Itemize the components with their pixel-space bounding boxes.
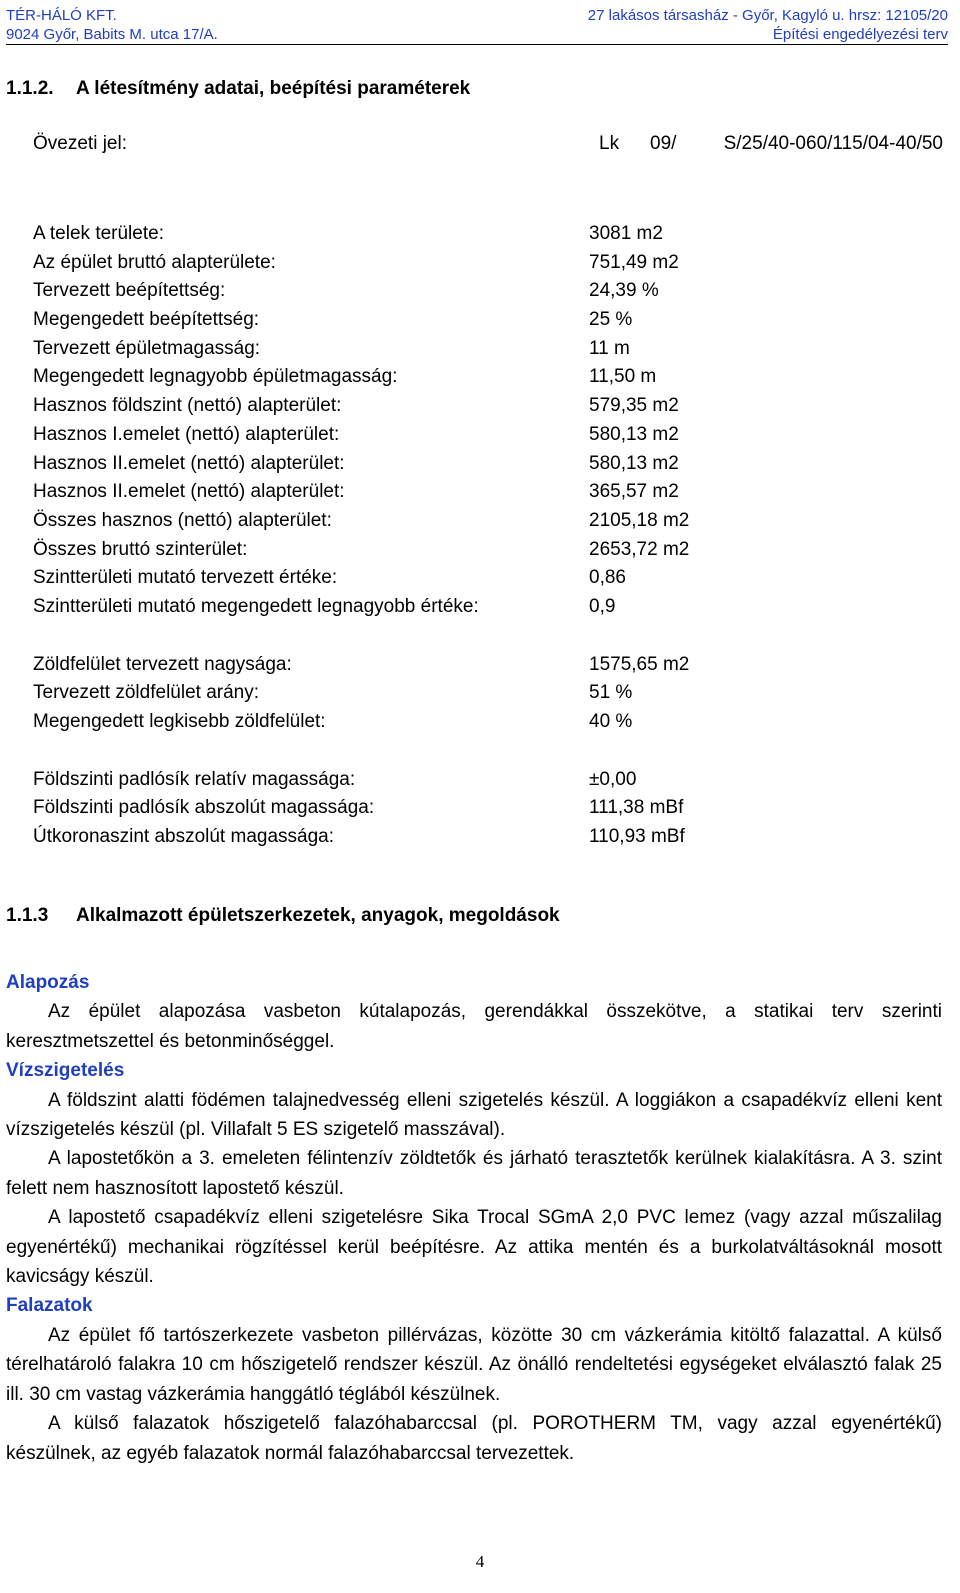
param-value: 0,9 xyxy=(589,595,616,617)
param-label: Megengedett legnagyobb épületmagasság: xyxy=(33,366,398,388)
subheading-alapozas: Alapozás xyxy=(6,972,90,993)
param-row xyxy=(33,223,733,252)
green-row xyxy=(33,682,733,711)
param-label: Összes bruttó szinterület: xyxy=(33,538,248,560)
param-label: Hasznos földszint (nettó) alapterület: xyxy=(33,395,342,417)
param-value: 580,13 m2 xyxy=(589,452,679,474)
height-label: Útkoronaszint abszolút magassága: xyxy=(33,826,334,848)
param-value: 579,35 m2 xyxy=(589,395,679,417)
param-value: 24,39 % xyxy=(589,280,659,302)
param-label: Tervezett épületmagasság: xyxy=(33,337,261,359)
subheading-vizszigeteles: Vízszigetelés xyxy=(6,1060,125,1082)
spacer xyxy=(33,625,733,654)
paragraph: Az épület fő tartószerkezete vasbeton pillérvázas, közötte 30 cm vázkerámia kitöltő falazattal. A külső térelhatároló falakra 10 cm hőszigetelő rendszer készül. Az önálló rendeltetési egységeket elválasztó falak 25 ill. 30 cm vastag vázkerámia hanggátló téglából készülnek. xyxy=(6,1324,942,1405)
height-value: ±0,00 xyxy=(589,768,637,790)
param-value: 751,49 m2 xyxy=(589,251,679,273)
param-label: Hasznos I.emelet (nettó) alapterület: xyxy=(33,423,340,445)
height-label: Földszinti padlósík abszolút magassága: xyxy=(33,797,375,819)
param-row xyxy=(33,309,733,338)
section-number: 1.1.3 xyxy=(6,905,49,926)
param-label: Szintterületi mutató tervezett értéke: xyxy=(33,567,338,589)
param-row xyxy=(33,280,733,309)
param-label: Tervezett beépítettség: xyxy=(33,280,226,302)
param-row xyxy=(33,252,733,281)
company-address: 9024 Győr, Babits M. utca 17/A. xyxy=(6,26,218,43)
section-heading-1-1-3 xyxy=(6,905,560,927)
subheading-falazatok: Falazatok xyxy=(6,1295,93,1317)
green-label: Zöldfelület tervezett nagysága: xyxy=(33,653,292,675)
section-title: Alkalmazott épületszerkezetek, anyagok, megoldások xyxy=(76,905,560,926)
param-label: Szintterületi mutató megengedett legnagyobb értéke: xyxy=(33,595,479,617)
param-row xyxy=(33,424,733,453)
param-label: Az épület bruttó alapterülete: xyxy=(33,251,276,273)
param-label: Hasznos II.emelet (nettó) alapterület: xyxy=(33,452,345,474)
green-value: 1575,65 m2 xyxy=(589,653,690,675)
paragraph: A külső falazatok hőszigetelő falazóhabarccsal (pl. POROTHERM TM, vagy azzal egyenértékű) készülnek, az egyéb falazatok normál falazóhabarccsal tervezettek. xyxy=(6,1413,942,1464)
section-title: A létesítmény adatai, beépítési paraméterek xyxy=(76,78,471,99)
param-row xyxy=(33,510,733,539)
green-value: 51 % xyxy=(589,682,633,704)
header-left xyxy=(6,6,218,44)
param-value: 2105,18 m2 xyxy=(589,509,690,531)
height-value: 110,93 mBf xyxy=(589,826,685,848)
page-number: 4 xyxy=(475,1552,485,1571)
param-row xyxy=(33,596,733,625)
param-label: Megengedett beépítettség: xyxy=(33,309,260,331)
document-type: Építési engedélyezési terv xyxy=(772,26,948,43)
param-label: A telek területe: xyxy=(33,223,164,244)
param-row xyxy=(33,395,733,424)
param-value: 365,57 m2 xyxy=(589,481,679,503)
structures-body xyxy=(6,968,942,1468)
zone-label: Övezeti jel: xyxy=(33,133,127,154)
height-row xyxy=(33,797,733,826)
paragraph: A földszint alatti födémen talajnedvesség elleni szigetelés készül. A loggiákon a csapadékvíz elleni kent vízszigetelés készül (pl. Villafalt 5 ES szigetelő masszával). xyxy=(6,1089,942,1141)
height-label: Földszinti padlósík relatív magassága: xyxy=(33,768,356,790)
param-row xyxy=(33,366,733,395)
param-value: 580,13 m2 xyxy=(589,423,679,445)
section-heading-1-1-2 xyxy=(6,78,470,100)
param-value: 11 m xyxy=(589,337,630,359)
param-label: Összes hasznos (nettó) alapterület: xyxy=(33,509,332,531)
parameters-list xyxy=(33,223,733,855)
param-row xyxy=(33,539,733,568)
height-row xyxy=(33,769,733,798)
paragraph: A lapostetőkön a 3. emeleten félintenzív zöldtetők és járható terasztetők kerülnek kialakításra. A 3. szint felett nem hasznosított lapostető készül. xyxy=(6,1148,942,1199)
height-value: 111,38 mBf xyxy=(589,797,684,819)
param-value: 3081 m2 xyxy=(589,223,663,244)
section-number: 1.1.2. xyxy=(6,78,54,99)
param-row xyxy=(33,481,733,510)
spacer xyxy=(33,740,733,769)
zone-code-row xyxy=(33,133,943,155)
zone-value-code: 09/ xyxy=(650,133,677,154)
param-label: Hasznos II.emelet (nettó) alapterület: xyxy=(33,481,345,503)
page-header xyxy=(6,6,948,45)
param-value: 25 % xyxy=(589,309,633,331)
param-row xyxy=(33,338,733,367)
company-name: TÉR-HÁLÓ KFT. xyxy=(6,7,117,24)
param-value: 11,50 m xyxy=(589,366,657,388)
paragraph: Az épület alapozása vasbeton kútalapozás, gerendákkal összekötve, a statikai terv szerinti keresztmetszettel és betonminőséggel. xyxy=(6,1001,942,1052)
param-value: 0,86 xyxy=(589,567,626,589)
project-title: 27 lakásos társasház - Győr, Kagyló u. hrsz: 12105/20 xyxy=(587,7,948,24)
height-row xyxy=(33,826,733,855)
zone-value-lk: Lk xyxy=(599,133,620,154)
paragraph: A lapostető csapadékvíz elleni szigetelésre Sika Trocal SGmA 2,0 PVC lemez (vagy azzal műszalilag egyenértékű) mechanikai rögzítéssel kerül beépítésre. Az attika mentén és a burkolatváltásoknál mosott kavicságy készül. xyxy=(6,1207,942,1288)
param-value: 2653,72 m2 xyxy=(589,538,690,560)
green-label: Megengedett legkisebb zöldfelület: xyxy=(33,711,326,732)
param-row xyxy=(33,567,733,596)
param-row xyxy=(33,453,733,482)
zone-value-code2: S/25/40-060/115/04-40/50 xyxy=(723,133,943,154)
green-label: Tervezett zöldfelület arány: xyxy=(33,682,260,704)
green-value: 40 % xyxy=(589,711,633,732)
green-row xyxy=(33,711,733,740)
green-row xyxy=(33,654,733,683)
header-right xyxy=(588,6,948,44)
